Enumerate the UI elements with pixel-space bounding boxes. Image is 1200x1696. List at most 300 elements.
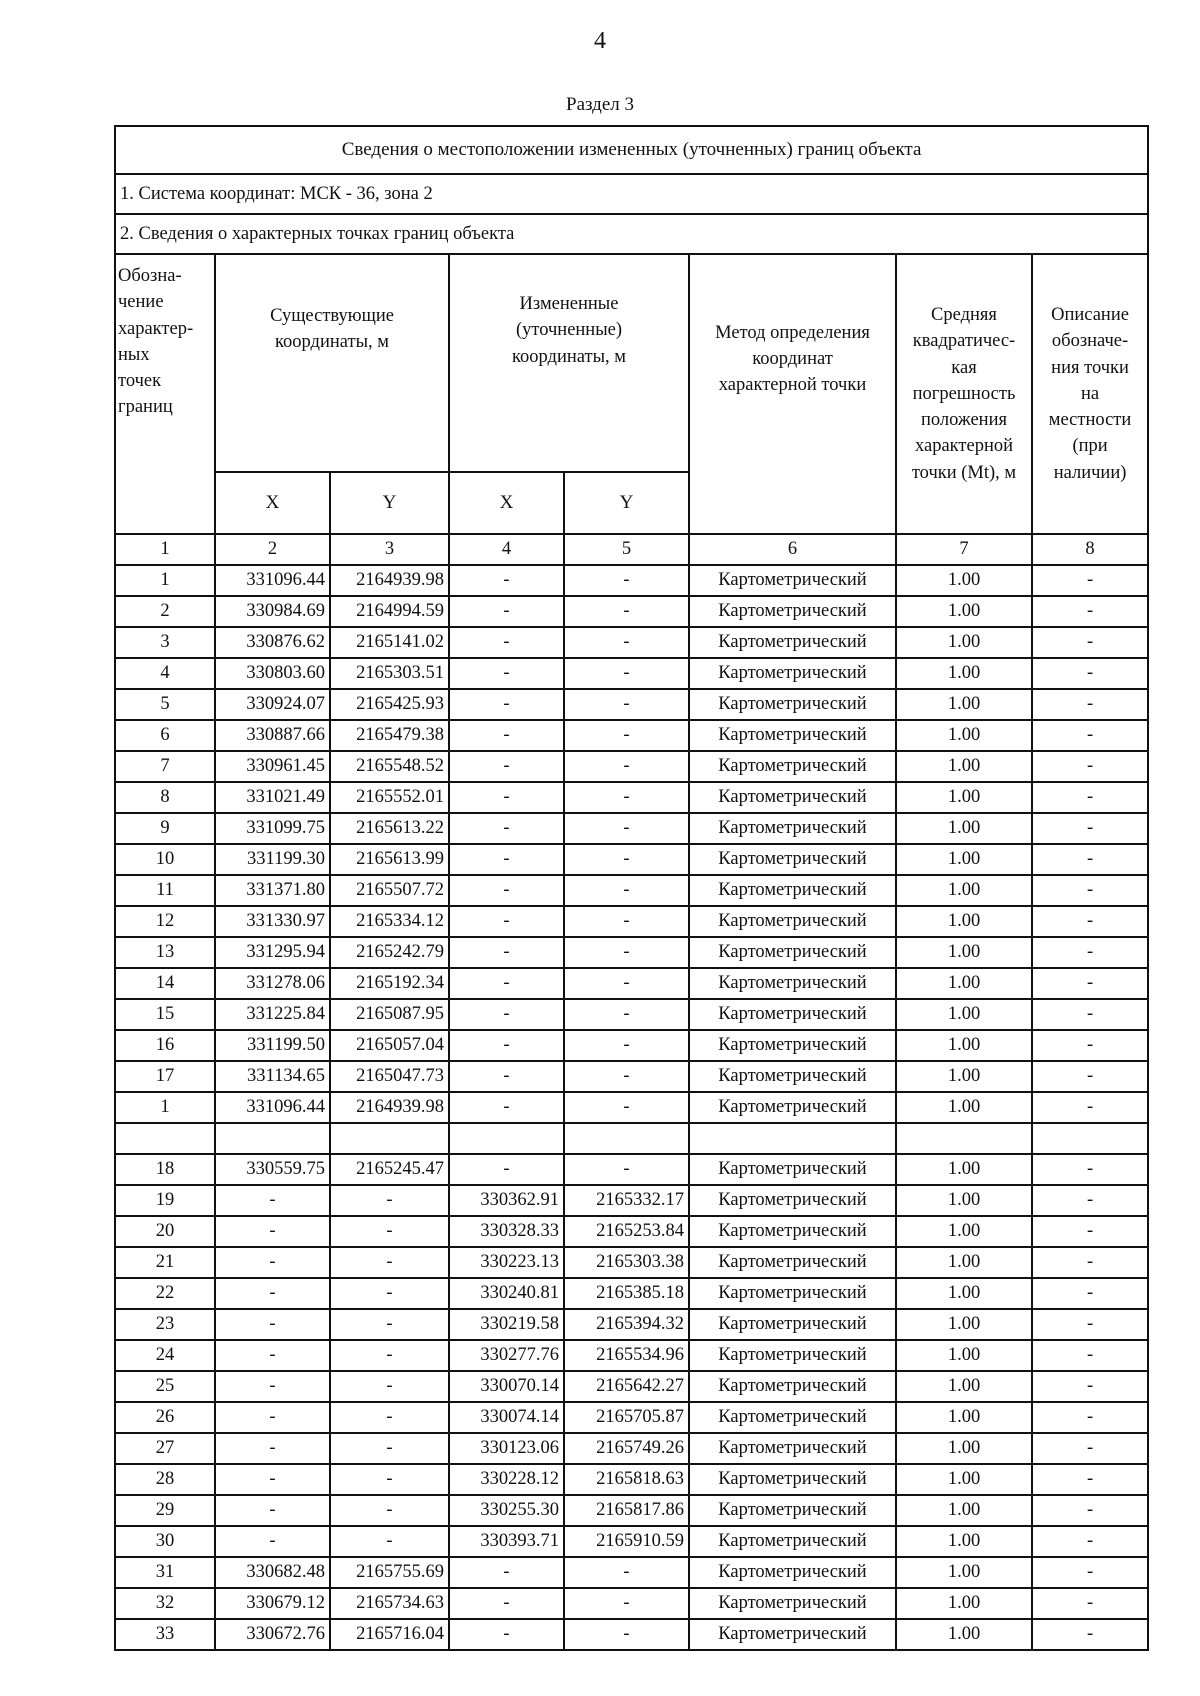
point-number-cell: 31 bbox=[115, 1557, 215, 1588]
description-cell: - bbox=[1032, 1526, 1148, 1557]
existing-x-cell: 331096.44 bbox=[215, 1092, 330, 1123]
changed-y-cell: - bbox=[564, 844, 689, 875]
changed-y-cell: - bbox=[564, 1588, 689, 1619]
header-description: Описание обозначе- ния точки на местности (при наличии) bbox=[1032, 254, 1148, 534]
mean-error-cell: 1.00 bbox=[896, 596, 1032, 627]
existing-y-cell: - bbox=[330, 1278, 449, 1309]
method-cell: Картометрический bbox=[689, 565, 896, 596]
changed-y-cell: 2165749.26 bbox=[564, 1433, 689, 1464]
existing-y-cell: 2165047.73 bbox=[330, 1061, 449, 1092]
table-row bbox=[115, 906, 1148, 937]
mean-error-cell: 1.00 bbox=[896, 1588, 1032, 1619]
changed-y-cell: - bbox=[564, 689, 689, 720]
method-cell: Картометрический bbox=[689, 1340, 896, 1371]
changed-y-cell: - bbox=[564, 1061, 689, 1092]
column-number: 1 bbox=[115, 534, 215, 565]
changed-x-cell: 330074.14 bbox=[449, 1402, 564, 1433]
table-title: Сведения о местоположении измененных (уточненных) границ объекта bbox=[115, 126, 1148, 174]
changed-y-cell: - bbox=[564, 1092, 689, 1123]
method-cell: Картометрический bbox=[689, 813, 896, 844]
existing-x-cell: - bbox=[215, 1309, 330, 1340]
existing-y-cell: 2165734.63 bbox=[330, 1588, 449, 1619]
point-number-cell: 30 bbox=[115, 1526, 215, 1557]
existing-y-cell: 2165245.47 bbox=[330, 1154, 449, 1185]
point-number-cell: 24 bbox=[115, 1340, 215, 1371]
changed-y-cell: - bbox=[564, 751, 689, 782]
mean-error-cell: 1.00 bbox=[896, 813, 1032, 844]
boundary-points-table bbox=[114, 125, 1149, 1651]
mean-error-cell: 1.00 bbox=[896, 751, 1032, 782]
existing-y-cell: - bbox=[330, 1433, 449, 1464]
method-cell: Картометрический bbox=[689, 906, 896, 937]
table-row bbox=[115, 1464, 1148, 1495]
mean-error-cell: 1.00 bbox=[896, 1402, 1032, 1433]
description-cell: - bbox=[1032, 565, 1148, 596]
changed-x-cell: 330277.76 bbox=[449, 1340, 564, 1371]
mean-error-cell: 1.00 bbox=[896, 1371, 1032, 1402]
table-row bbox=[115, 1216, 1148, 1247]
header-changed-coords: Измененные (уточненные) координаты, м bbox=[449, 254, 689, 472]
description-cell: - bbox=[1032, 1030, 1148, 1061]
table-row bbox=[115, 751, 1148, 782]
point-number-cell: 13 bbox=[115, 937, 215, 968]
method-cell: Картометрический bbox=[689, 844, 896, 875]
description-cell bbox=[1032, 1123, 1148, 1154]
mean-error-cell: 1.00 bbox=[896, 1464, 1032, 1495]
point-number-cell: 19 bbox=[115, 1185, 215, 1216]
existing-x-cell: 330559.75 bbox=[215, 1154, 330, 1185]
existing-y-cell: 2165242.79 bbox=[330, 937, 449, 968]
header-existing-x: X bbox=[215, 472, 330, 534]
mean-error-cell: 1.00 bbox=[896, 1526, 1032, 1557]
point-number-cell: 11 bbox=[115, 875, 215, 906]
method-cell: Картометрический bbox=[689, 1030, 896, 1061]
changed-x-cell: - bbox=[449, 1092, 564, 1123]
point-number-cell: 8 bbox=[115, 782, 215, 813]
description-cell: - bbox=[1032, 1371, 1148, 1402]
existing-x-cell: 331330.97 bbox=[215, 906, 330, 937]
method-cell: Картометрический bbox=[689, 1154, 896, 1185]
table-row bbox=[115, 1278, 1148, 1309]
method-cell: Картометрический bbox=[689, 689, 896, 720]
point-number-cell: 10 bbox=[115, 844, 215, 875]
point-number-cell: 3 bbox=[115, 627, 215, 658]
mean-error-cell: 1.00 bbox=[896, 1557, 1032, 1588]
changed-x-cell bbox=[449, 1123, 564, 1154]
table-row bbox=[115, 1247, 1148, 1278]
existing-x-cell: - bbox=[215, 1278, 330, 1309]
changed-y-cell bbox=[564, 1123, 689, 1154]
existing-y-cell: 2165087.95 bbox=[330, 999, 449, 1030]
point-number-cell: 33 bbox=[115, 1619, 215, 1650]
existing-x-cell bbox=[215, 1123, 330, 1154]
point-number-cell: 21 bbox=[115, 1247, 215, 1278]
mean-error-cell: 1.00 bbox=[896, 844, 1032, 875]
description-cell: - bbox=[1032, 844, 1148, 875]
mean-error-cell: 1.00 bbox=[896, 1030, 1032, 1061]
method-cell: Картометрический bbox=[689, 968, 896, 999]
method-cell: Картометрический bbox=[689, 1092, 896, 1123]
changed-x-cell: 330240.81 bbox=[449, 1278, 564, 1309]
method-cell: Картометрический bbox=[689, 937, 896, 968]
changed-y-cell: 2165817.86 bbox=[564, 1495, 689, 1526]
column-number: 3 bbox=[330, 534, 449, 565]
point-number-cell: 27 bbox=[115, 1433, 215, 1464]
changed-x-cell: - bbox=[449, 1588, 564, 1619]
table-row bbox=[115, 844, 1148, 875]
table-row bbox=[115, 596, 1148, 627]
description-cell: - bbox=[1032, 1278, 1148, 1309]
method-cell: Картометрический bbox=[689, 1061, 896, 1092]
existing-y-cell: - bbox=[330, 1247, 449, 1278]
table-row bbox=[115, 1092, 1148, 1123]
existing-y-cell: - bbox=[330, 1185, 449, 1216]
changed-y-cell: - bbox=[564, 875, 689, 906]
existing-y-cell: - bbox=[330, 1340, 449, 1371]
changed-x-cell: 330362.91 bbox=[449, 1185, 564, 1216]
point-number-cell: 15 bbox=[115, 999, 215, 1030]
existing-y-cell: 2164939.98 bbox=[330, 565, 449, 596]
existing-x-cell: 331096.44 bbox=[215, 565, 330, 596]
point-number-cell: 23 bbox=[115, 1309, 215, 1340]
changed-y-cell: 2165818.63 bbox=[564, 1464, 689, 1495]
changed-x-cell: 330219.58 bbox=[449, 1309, 564, 1340]
existing-x-cell: 330672.76 bbox=[215, 1619, 330, 1650]
table-row bbox=[115, 937, 1148, 968]
description-cell: - bbox=[1032, 875, 1148, 906]
changed-y-cell: 2165385.18 bbox=[564, 1278, 689, 1309]
method-cell: Картометрический bbox=[689, 1185, 896, 1216]
point-number-cell: 29 bbox=[115, 1495, 215, 1526]
changed-x-cell: - bbox=[449, 844, 564, 875]
changed-x-cell: - bbox=[449, 1061, 564, 1092]
point-number-cell: 4 bbox=[115, 658, 215, 689]
header-method: Метод определения координат характерной точки bbox=[689, 254, 896, 534]
changed-x-cell: 330123.06 bbox=[449, 1433, 564, 1464]
changed-y-cell: - bbox=[564, 1154, 689, 1185]
existing-x-cell: 331278.06 bbox=[215, 968, 330, 999]
table-row bbox=[115, 968, 1148, 999]
point-number-cell: 17 bbox=[115, 1061, 215, 1092]
coord-system-line: 1. Система координат: МСК - 36, зона 2 bbox=[115, 174, 1148, 214]
mean-error-cell: 1.00 bbox=[896, 1216, 1032, 1247]
description-cell: - bbox=[1032, 1557, 1148, 1588]
table-row bbox=[115, 1619, 1148, 1650]
table-row bbox=[115, 1495, 1148, 1526]
point-number-cell: 18 bbox=[115, 1154, 215, 1185]
description-cell: - bbox=[1032, 1154, 1148, 1185]
mean-error-cell: 1.00 bbox=[896, 782, 1032, 813]
changed-x-cell: - bbox=[449, 813, 564, 844]
description-cell: - bbox=[1032, 689, 1148, 720]
description-cell: - bbox=[1032, 1247, 1148, 1278]
point-number-cell: 20 bbox=[115, 1216, 215, 1247]
changed-x-cell: - bbox=[449, 689, 564, 720]
existing-x-cell: 331134.65 bbox=[215, 1061, 330, 1092]
existing-y-cell: 2165613.99 bbox=[330, 844, 449, 875]
existing-y-cell: 2165552.01 bbox=[330, 782, 449, 813]
changed-x-cell: - bbox=[449, 720, 564, 751]
table-row bbox=[115, 627, 1148, 658]
changed-x-cell: 330070.14 bbox=[449, 1371, 564, 1402]
table-row bbox=[115, 1030, 1148, 1061]
point-number-cell: 32 bbox=[115, 1588, 215, 1619]
description-cell: - bbox=[1032, 906, 1148, 937]
changed-y-cell: 2165705.87 bbox=[564, 1402, 689, 1433]
existing-x-cell: - bbox=[215, 1526, 330, 1557]
existing-y-cell: 2165303.51 bbox=[330, 658, 449, 689]
mean-error-cell: 1.00 bbox=[896, 937, 1032, 968]
description-cell: - bbox=[1032, 627, 1148, 658]
changed-y-cell: 2165642.27 bbox=[564, 1371, 689, 1402]
existing-x-cell: - bbox=[215, 1185, 330, 1216]
table-row bbox=[115, 1123, 1148, 1154]
existing-x-cell: - bbox=[215, 1495, 330, 1526]
table-row bbox=[115, 1185, 1148, 1216]
column-number: 5 bbox=[564, 534, 689, 565]
changed-x-cell: - bbox=[449, 968, 564, 999]
mean-error-cell: 1.00 bbox=[896, 1092, 1032, 1123]
table-row bbox=[115, 1402, 1148, 1433]
existing-x-cell: - bbox=[215, 1402, 330, 1433]
existing-x-cell: 330682.48 bbox=[215, 1557, 330, 1588]
point-number-cell: 1 bbox=[115, 565, 215, 596]
existing-x-cell: 331225.84 bbox=[215, 999, 330, 1030]
points-heading: 2. Сведения о характерных точках границ объекта bbox=[115, 214, 1148, 254]
method-cell: Картометрический bbox=[689, 782, 896, 813]
changed-x-cell: - bbox=[449, 937, 564, 968]
changed-x-cell: 330228.12 bbox=[449, 1464, 564, 1495]
header-existing-coords: Существующие координаты, м bbox=[215, 254, 449, 472]
existing-x-cell: - bbox=[215, 1433, 330, 1464]
existing-y-cell: - bbox=[330, 1216, 449, 1247]
description-cell: - bbox=[1032, 596, 1148, 627]
existing-y-cell: - bbox=[330, 1371, 449, 1402]
column-number: 6 bbox=[689, 534, 896, 565]
existing-x-cell: - bbox=[215, 1464, 330, 1495]
existing-y-cell: 2165716.04 bbox=[330, 1619, 449, 1650]
existing-x-cell: 331199.30 bbox=[215, 844, 330, 875]
point-number-cell: 12 bbox=[115, 906, 215, 937]
changed-x-cell: - bbox=[449, 782, 564, 813]
existing-y-cell bbox=[330, 1123, 449, 1154]
mean-error-cell: 1.00 bbox=[896, 875, 1032, 906]
description-cell: - bbox=[1032, 720, 1148, 751]
description-cell: - bbox=[1032, 937, 1148, 968]
changed-y-cell: 2165253.84 bbox=[564, 1216, 689, 1247]
point-number-cell: 22 bbox=[115, 1278, 215, 1309]
existing-x-cell: - bbox=[215, 1371, 330, 1402]
existing-y-cell: 2164994.59 bbox=[330, 596, 449, 627]
changed-y-cell: - bbox=[564, 565, 689, 596]
description-cell: - bbox=[1032, 782, 1148, 813]
existing-x-cell: 330803.60 bbox=[215, 658, 330, 689]
mean-error-cell: 1.00 bbox=[896, 565, 1032, 596]
changed-y-cell: - bbox=[564, 782, 689, 813]
header-point-designation: Обозна- чение характер- ных точек границ bbox=[115, 254, 215, 534]
mean-error-cell: 1.00 bbox=[896, 906, 1032, 937]
method-cell: Картометрический bbox=[689, 1495, 896, 1526]
table-row bbox=[115, 999, 1148, 1030]
table-row bbox=[115, 689, 1148, 720]
mean-error-cell bbox=[896, 1123, 1032, 1154]
mean-error-cell: 1.00 bbox=[896, 1433, 1032, 1464]
existing-y-cell: 2165479.38 bbox=[330, 720, 449, 751]
header-changed-x: X bbox=[449, 472, 564, 534]
changed-x-cell: - bbox=[449, 1557, 564, 1588]
changed-x-cell: - bbox=[449, 1030, 564, 1061]
table-row bbox=[115, 813, 1148, 844]
changed-y-cell: 2165394.32 bbox=[564, 1309, 689, 1340]
method-cell: Картометрический bbox=[689, 658, 896, 689]
point-number-cell: 26 bbox=[115, 1402, 215, 1433]
existing-y-cell: 2165057.04 bbox=[330, 1030, 449, 1061]
table-row bbox=[115, 658, 1148, 689]
table-row bbox=[115, 720, 1148, 751]
method-cell: Картометрический bbox=[689, 627, 896, 658]
mean-error-cell: 1.00 bbox=[896, 720, 1032, 751]
table-row bbox=[115, 1154, 1148, 1185]
existing-x-cell: 331295.94 bbox=[215, 937, 330, 968]
existing-y-cell: - bbox=[330, 1495, 449, 1526]
description-cell: - bbox=[1032, 1588, 1148, 1619]
description-cell: - bbox=[1032, 1185, 1148, 1216]
changed-y-cell: - bbox=[564, 813, 689, 844]
column-number-row bbox=[115, 534, 1148, 565]
changed-x-cell: - bbox=[449, 596, 564, 627]
changed-x-cell: 330223.13 bbox=[449, 1247, 564, 1278]
point-number-cell: 14 bbox=[115, 968, 215, 999]
existing-x-cell: - bbox=[215, 1247, 330, 1278]
method-cell bbox=[689, 1123, 896, 1154]
description-cell: - bbox=[1032, 968, 1148, 999]
existing-x-cell: 330924.07 bbox=[215, 689, 330, 720]
changed-x-cell: - bbox=[449, 1154, 564, 1185]
mean-error-cell: 1.00 bbox=[896, 627, 1032, 658]
existing-x-cell: 331021.49 bbox=[215, 782, 330, 813]
changed-y-cell: 2165303.38 bbox=[564, 1247, 689, 1278]
method-cell: Картометрический bbox=[689, 1588, 896, 1619]
column-number: 7 bbox=[896, 534, 1032, 565]
description-cell: - bbox=[1032, 1464, 1148, 1495]
mean-error-cell: 1.00 bbox=[896, 689, 1032, 720]
point-number-cell: 2 bbox=[115, 596, 215, 627]
existing-y-cell: 2165507.72 bbox=[330, 875, 449, 906]
existing-x-cell: 330961.45 bbox=[215, 751, 330, 782]
changed-y-cell: - bbox=[564, 937, 689, 968]
table-row bbox=[115, 1433, 1148, 1464]
existing-y-cell: 2164939.98 bbox=[330, 1092, 449, 1123]
method-cell: Картометрический bbox=[689, 720, 896, 751]
table-row bbox=[115, 1340, 1148, 1371]
method-cell: Картометрический bbox=[689, 1619, 896, 1650]
method-cell: Картометрический bbox=[689, 751, 896, 782]
changed-x-cell: - bbox=[449, 875, 564, 906]
method-cell: Картометрический bbox=[689, 875, 896, 906]
changed-x-cell: - bbox=[449, 565, 564, 596]
mean-error-cell: 1.00 bbox=[896, 1619, 1032, 1650]
point-number-cell: 16 bbox=[115, 1030, 215, 1061]
method-cell: Картометрический bbox=[689, 1557, 896, 1588]
mean-error-cell: 1.00 bbox=[896, 1278, 1032, 1309]
existing-y-cell: 2165548.52 bbox=[330, 751, 449, 782]
changed-x-cell: 330255.30 bbox=[449, 1495, 564, 1526]
column-number: 2 bbox=[215, 534, 330, 565]
mean-error-cell: 1.00 bbox=[896, 1340, 1032, 1371]
changed-y-cell: - bbox=[564, 720, 689, 751]
header-changed-y: Y bbox=[564, 472, 689, 534]
point-number-cell: 6 bbox=[115, 720, 215, 751]
description-cell: - bbox=[1032, 1061, 1148, 1092]
changed-x-cell: 330393.71 bbox=[449, 1526, 564, 1557]
table-row bbox=[115, 1557, 1148, 1588]
existing-x-cell: - bbox=[215, 1216, 330, 1247]
table-row bbox=[115, 875, 1148, 906]
changed-y-cell: 2165534.96 bbox=[564, 1340, 689, 1371]
existing-y-cell: - bbox=[330, 1402, 449, 1433]
changed-y-cell: - bbox=[564, 596, 689, 627]
mean-error-cell: 1.00 bbox=[896, 1495, 1032, 1526]
existing-y-cell: 2165334.12 bbox=[330, 906, 449, 937]
description-cell: - bbox=[1032, 1092, 1148, 1123]
existing-x-cell: - bbox=[215, 1340, 330, 1371]
table-row bbox=[115, 1526, 1148, 1557]
existing-x-cell: 330984.69 bbox=[215, 596, 330, 627]
existing-y-cell: 2165755.69 bbox=[330, 1557, 449, 1588]
changed-y-cell: - bbox=[564, 1619, 689, 1650]
changed-y-cell: - bbox=[564, 906, 689, 937]
method-cell: Картометрический bbox=[689, 1371, 896, 1402]
changed-y-cell: - bbox=[564, 627, 689, 658]
description-cell: - bbox=[1032, 1433, 1148, 1464]
existing-y-cell: 2165425.93 bbox=[330, 689, 449, 720]
column-number: 8 bbox=[1032, 534, 1148, 565]
mean-error-cell: 1.00 bbox=[896, 1154, 1032, 1185]
method-cell: Картометрический bbox=[689, 596, 896, 627]
existing-y-cell: 2165141.02 bbox=[330, 627, 449, 658]
method-cell: Картометрический bbox=[689, 1464, 896, 1495]
point-number-cell: 7 bbox=[115, 751, 215, 782]
method-cell: Картометрический bbox=[689, 999, 896, 1030]
point-number-cell: 5 bbox=[115, 689, 215, 720]
description-cell: - bbox=[1032, 1340, 1148, 1371]
table-row bbox=[115, 1309, 1148, 1340]
description-cell: - bbox=[1032, 1309, 1148, 1340]
changed-y-cell: - bbox=[564, 999, 689, 1030]
table-row bbox=[115, 1371, 1148, 1402]
header-mean-error: Средняя квадратичес- кая погрешность положения характерной точки (Mt), м bbox=[896, 254, 1032, 534]
table-row bbox=[115, 782, 1148, 813]
point-number-cell: 1 bbox=[115, 1092, 215, 1123]
mean-error-cell: 1.00 bbox=[896, 1247, 1032, 1278]
description-cell: - bbox=[1032, 658, 1148, 689]
mean-error-cell: 1.00 bbox=[896, 1061, 1032, 1092]
changed-y-cell: - bbox=[564, 1030, 689, 1061]
description-cell: - bbox=[1032, 1495, 1148, 1526]
mean-error-cell: 1.00 bbox=[896, 1185, 1032, 1216]
existing-y-cell: - bbox=[330, 1526, 449, 1557]
existing-x-cell: 330876.62 bbox=[215, 627, 330, 658]
mean-error-cell: 1.00 bbox=[896, 999, 1032, 1030]
method-cell: Картометрический bbox=[689, 1526, 896, 1557]
method-cell: Картометрический bbox=[689, 1278, 896, 1309]
existing-y-cell: 2165613.22 bbox=[330, 813, 449, 844]
changed-y-cell: - bbox=[564, 1557, 689, 1588]
existing-x-cell: 330887.66 bbox=[215, 720, 330, 751]
mean-error-cell: 1.00 bbox=[896, 658, 1032, 689]
changed-x-cell: - bbox=[449, 658, 564, 689]
page-number: 4 bbox=[594, 28, 606, 54]
